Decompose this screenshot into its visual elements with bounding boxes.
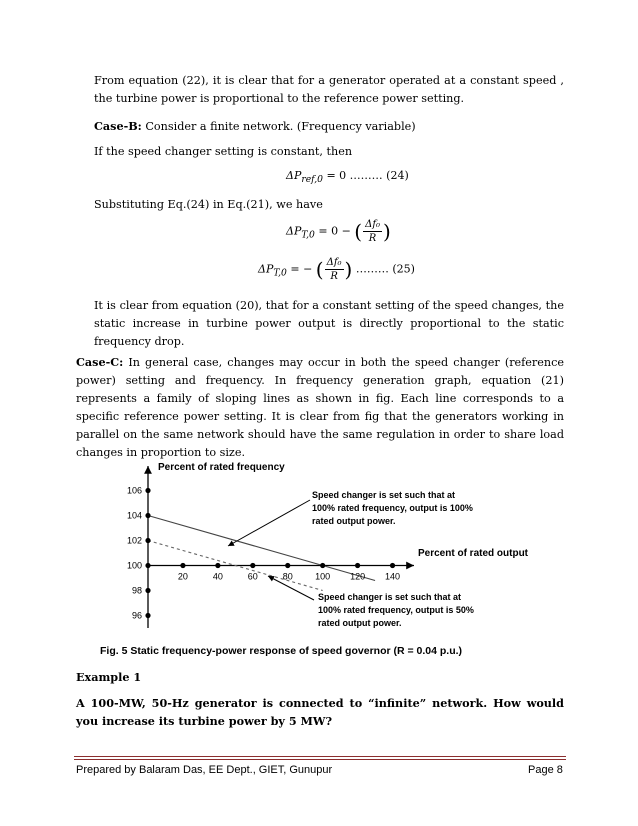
x-tick-marker (285, 563, 290, 568)
y-tick-marker (145, 563, 150, 568)
case-b-text: Consider a finite network. (Frequency variable) (141, 120, 416, 133)
footer-rule (74, 756, 566, 757)
example-question: A 100-MW, 50-Hz generator is connected to “infinite” network. How would you increase its turbine power by 5 MW? (76, 696, 564, 728)
y-tick-label: 102 (126, 535, 142, 546)
example-heading: Example 1 (76, 670, 142, 684)
y-tick-label: 96 (131, 610, 142, 621)
x-tick-marker (180, 563, 185, 568)
paragraph-speed-changer: If the speed changer setting is constant, then (94, 145, 353, 158)
paragraph-substituting: Substituting Eq.(24) in Eq.(21), we have (94, 198, 323, 211)
case-c-text: In general case, changes may occur in both the speed changer (reference power) setting and frequency. In frequency generation graph, equation (21) represents a family of sloping lines as shown in fig. Each line corresponds to a specific reference power setting. It is clear from fig that the generators working in parallel on the same network should have the same regulation in order to share load changes in proportion to size. (76, 356, 564, 459)
annotation-top-line2: 100% rated frequency, output is 100% (312, 503, 473, 513)
annotation-top (312, 490, 473, 526)
y-tick-marker (145, 513, 150, 518)
annotation-bottom-line1: Speed changer is set such that at (318, 592, 462, 602)
figure-caption: Fig. 5 Static frequency-power response of speed governor (R = 0.04 p.u.) (100, 645, 463, 657)
x-axis-label: Percent of rated output (418, 548, 529, 559)
case-c-label: Case-C: (76, 355, 124, 369)
y-tick-marker (145, 588, 150, 593)
x-tick-marker (250, 563, 255, 568)
equation-25: $\Delta P_{T,0}$ = − ( $\frac{\text{Δf₀}}{R}$ ) ……… (25) (258, 257, 415, 282)
case-b-label: Case-B: (94, 119, 142, 133)
x-tick-label: 20 (177, 571, 188, 582)
y-tick-label: 106 (126, 485, 142, 496)
annotation-bottom-line3: rated output power. (318, 618, 402, 628)
y-tick-marker (145, 538, 150, 543)
frequency-power-chart (100, 458, 570, 668)
x-tick-label: 60 (247, 571, 258, 582)
paragraph-eq22: From equation (22), it is clear that for a generator operated at a constant speed , the turbine power is proportional to the reference power setting. (94, 74, 564, 105)
annotation-top-arrow (228, 500, 310, 546)
y-tick-marker (145, 613, 150, 618)
x-tick-marker (390, 563, 395, 568)
y-tick-label: 98 (131, 585, 142, 596)
x-tick-label: 120 (350, 571, 366, 582)
annotation-bottom (318, 592, 474, 628)
x-tick-label: 140 (385, 571, 401, 582)
y-axis-label: Percent of rated frequency (158, 462, 285, 473)
x-tick-marker (355, 563, 360, 568)
x-tick-label: 80 (282, 571, 293, 582)
paragraph-case-b (94, 117, 564, 136)
y-tick-label: 104 (126, 510, 142, 521)
x-tick-marker (320, 563, 325, 568)
footer-page-number: Page 8 (528, 764, 563, 776)
footer-left: Prepared by Balaram Das, EE Dept., GIET, Gunupur (76, 764, 333, 776)
annotation-bottom-line2: 100% rated frequency, output is 50% (318, 605, 474, 615)
x-tick-marker (215, 563, 220, 568)
annotation-top-line1: Speed changer is set such that at (312, 490, 456, 500)
paragraph-case-c (76, 353, 564, 462)
x-tick-label: 100 (315, 571, 331, 582)
y-tick-marker (145, 488, 150, 493)
x-tick-label: 40 (212, 571, 223, 582)
equation-24: $\Delta P_{ref,0} = 0$ ……… (24) (286, 169, 409, 186)
footer-rule-thin (74, 759, 566, 760)
paragraph-conclusion: It is clear from equation (20), that for a constant setting of the speed changes, the static increase in turbine power output is directly proportional to the static frequency drop. (94, 299, 564, 348)
equation-a: $\Delta P_{T,0} = 0$ − ( $\frac{\text{Δf₀}}{R}$ ) (286, 219, 391, 244)
annotation-top-line3: rated output power. (312, 516, 396, 526)
y-tick-label: 100 (126, 560, 142, 571)
